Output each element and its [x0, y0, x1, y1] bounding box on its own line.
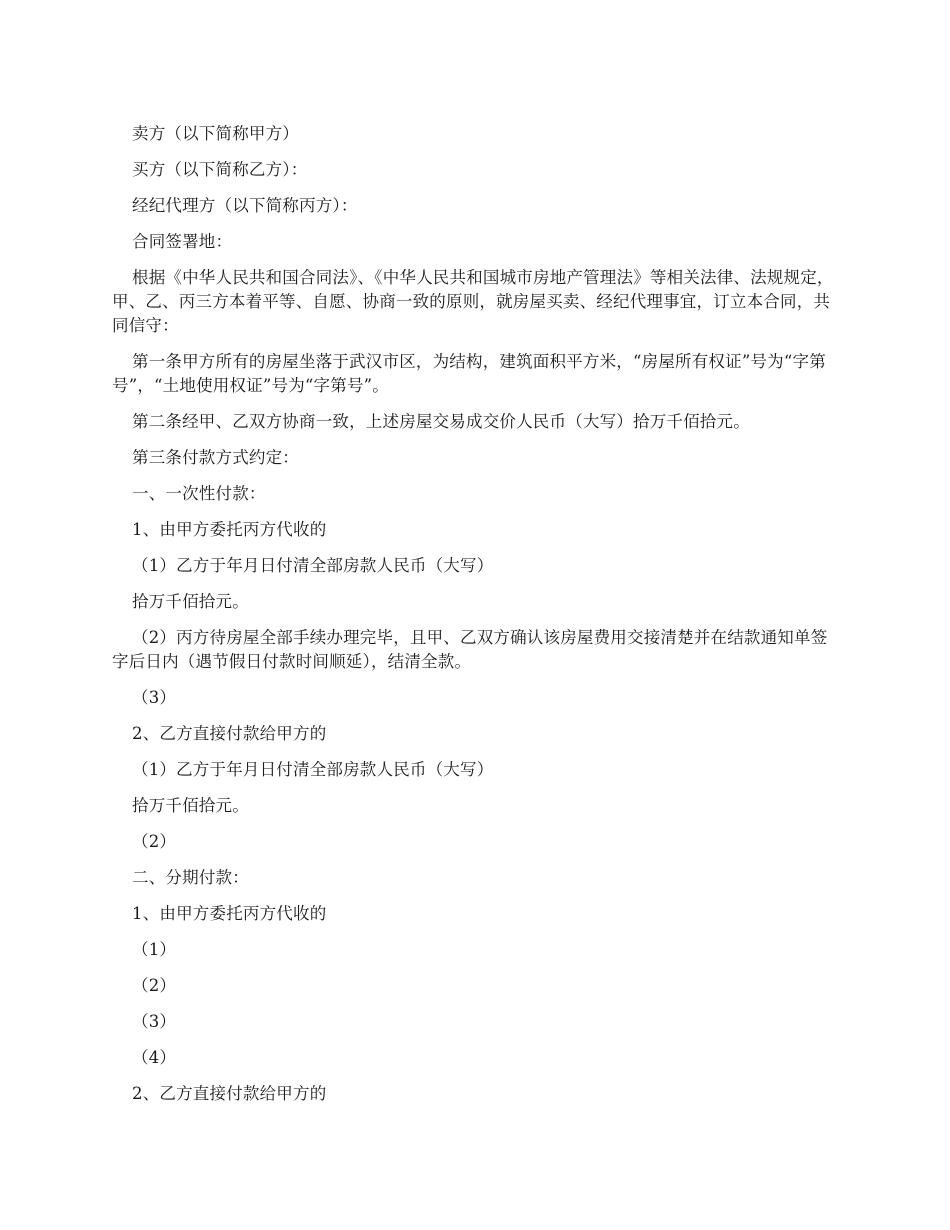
lump-sum-item-2-sub-2: （2） — [132, 832, 177, 851]
installment-item-1-sub-2: （2） — [132, 976, 177, 995]
buyer-line: 买方（以下简称乙方）： — [132, 160, 308, 179]
lump-sum-item-1-amount: 拾万千佰拾元。 — [132, 592, 249, 611]
installment-item-2: 2、乙方直接付款给甲方的 — [132, 1084, 327, 1103]
preamble-paragraph: 根据《中华人民共和国合同法》、《中华人民共和国城市房地产管理法》等相关法律、法规规定，甲、乙、丙三方本着平等、自愿、协商一致的原则，就房屋买卖、经纪代理事宜，订立本合同，共同信守： — [112, 268, 834, 335]
lump-sum-item-2: 2、乙方直接付款给甲方的 — [132, 724, 327, 743]
article-2-paragraph: 第二条经甲、乙双方协商一致，上述房屋交易成交价人民币（大写）拾万千佰拾元。 — [132, 412, 750, 431]
document-body — [112, 122, 842, 1118]
lump-sum-item-2-amount: 拾万千佰拾元。 — [132, 796, 249, 815]
lump-sum-item-1-sub-1: （1）乙方于年月日付清全部房款人民币（大写） — [132, 556, 494, 575]
installment-item-1-sub-1: （1） — [132, 940, 177, 959]
installment-item-1: 1、由甲方委托丙方代收的 — [132, 904, 327, 923]
lump-sum-item-1-sub-2: （2）丙方待房屋全部手续办理完毕，且甲、乙双方确认该房屋费用交接清楚并在结款通知单签字后日内（遇节假日付款时间顺延），结清全款。 — [112, 628, 828, 671]
installment-heading: 二、分期付款： — [132, 868, 249, 887]
signing-place-line: 合同签署地： — [132, 232, 233, 251]
article-3-heading: 第三条付款方式约定： — [132, 448, 299, 467]
lump-sum-item-1: 1、由甲方委托丙方代收的 — [132, 520, 327, 539]
lump-sum-heading: 一、一次性付款： — [132, 484, 266, 503]
lump-sum-item-2-sub-1: （1）乙方于年月日付清全部房款人民币（大写） — [132, 760, 494, 779]
agent-line: 经纪代理方（以下简称丙方）： — [132, 196, 358, 215]
installment-item-1-sub-3: （3） — [132, 1012, 177, 1031]
seller-line: 卖方（以下简称甲方） — [132, 124, 299, 143]
installment-item-1-sub-4: （4） — [132, 1048, 177, 1067]
article-1-paragraph: 第一条甲方所有的房屋坐落于武汉市区，为结构，建筑面积平方米，“房屋所有权证”号为“字第号”，“土地使用权证”号为“字第号”。 — [112, 352, 826, 395]
lump-sum-item-1-sub-3: （3） — [132, 688, 177, 707]
